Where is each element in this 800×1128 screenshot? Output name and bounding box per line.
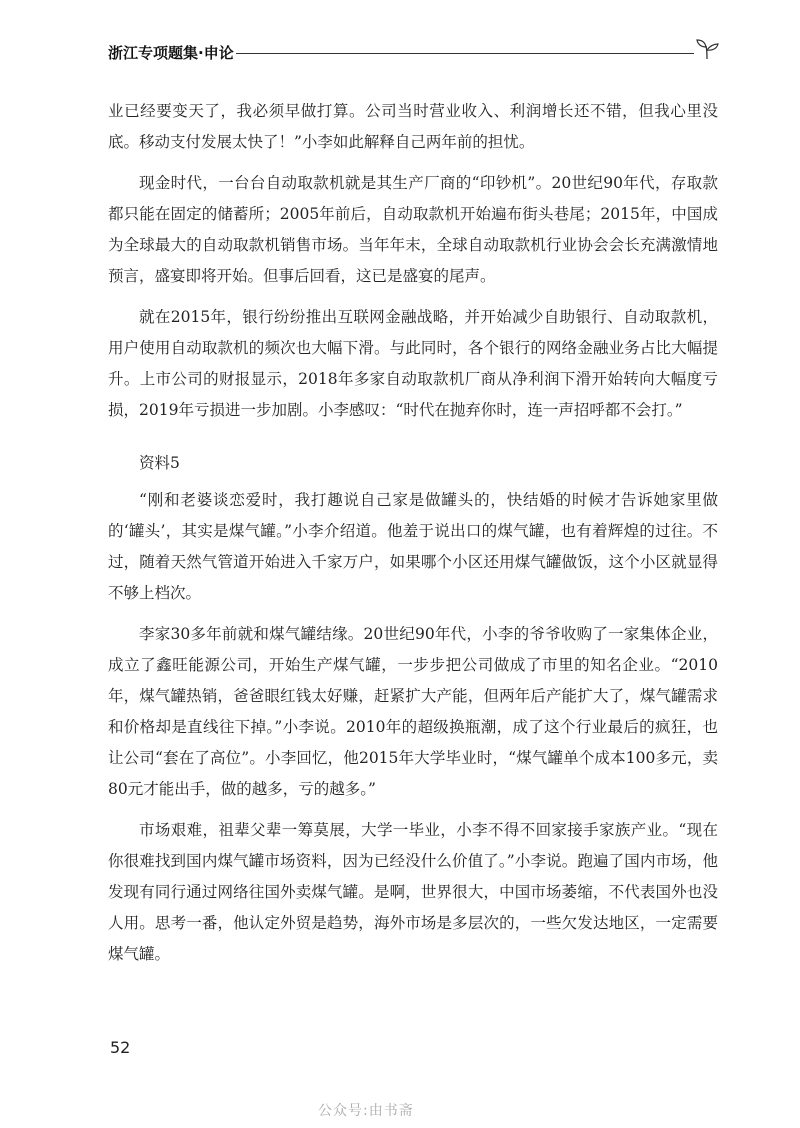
paragraph-1: 业已经要变天了，我必须早做打算。公司当时营业收入、利润增长还不错，但我心里没底。移动支付发展太快了！”小李如此解释自己两年前的担忧。 xyxy=(108,102,718,151)
leaf-sprout-icon xyxy=(694,38,720,60)
paragraph-4: “刚和老婆谈恋爱时，我打趣说自己家是做罐头的，快结婚的时候才告诉她家里做的‘罐头’，其实是煤气罐。”小李介绍道。他羞于说出口的煤气罐，也有着辉煌的过往。不过，随着天然气管道开始进入千家万户，如果哪个小区还用煤气罐做饭，这个小区就显得不够上档次。 xyxy=(108,491,718,602)
paragraph-6: 市场艰难，祖辈父辈一筹莫展，大学一毕业，小李不得不回家接手家族产业。“现在你很难找到国内煤气罐市场资料，因为已经没什么价值了。”小李说。跑遍了国内市场，他发现有同行通过网络往国外卖煤气罐。是啊，世界很大，中国市场萎缩，不代表国外也没人用。思考一番，他认定外贸是趋势，海外市场是多层次的，一些欠发达地区，一定需要煤气罐。 xyxy=(108,821,718,963)
running-header xyxy=(108,42,720,64)
page-number: 52 xyxy=(110,1038,131,1057)
section-label: 资料5 xyxy=(139,454,180,472)
paragraph-5: 李家30多年前就和煤气罐结缘。20世纪90年代，小李的爷爷收购了一家集体企业，成立了鑫旺能源公司，开始生产煤气罐，一步步把公司做成了市里的知名企业。“2010年，煤气罐热销，爸爸眼红钱太好赚，赶紧扩大产能，但两年后产能扩大了，煤气罐需求和价格却是直线往下掉。”小李说。2010年的超级换瓶潮，成了这个行业最后的疯狂，也让公司“套在了高位”。小李回忆，他2015年大学毕业时，“煤气罐单个成本100多元，卖80元才能出手，做的越多，亏的越多。” xyxy=(108,625,718,798)
paragraph-2: 现金时代，一台台自动取款机就是其生产厂商的“印钞机”。20世纪90年代，存取款都只能在固定的储蓄所；2005年前后，自动取款机开始遍布街头巷尾；2015年，中国成为全球最大的自动取款机销售市场。当年年末，全球自动取款机行业协会会长充满激情地预言，盛宴即将开始。但事后回看，这已是盛宴的尾声。 xyxy=(108,174,718,285)
article-body xyxy=(108,96,718,970)
header-rule xyxy=(236,53,694,54)
watermark: 公众号:由书斋 xyxy=(318,1103,414,1119)
header-title: 浙江专项题集·申论 xyxy=(108,44,234,62)
paragraph-3: 就在2015年，银行纷纷推出互联网金融战略，并开始减少自助银行、自动取款机，用户使用自动取款机的频次也大幅下滑。与此同时，各个银行的网络金融业务占比大幅提升。上市公司的财报显示，2018年多家自动取款机厂商从净利润下滑开始转向大幅度亏损，2019年亏损进一步加剧。小李感叹：“时代在抛弃你时，连一声招呼都不会打。” xyxy=(108,308,718,419)
